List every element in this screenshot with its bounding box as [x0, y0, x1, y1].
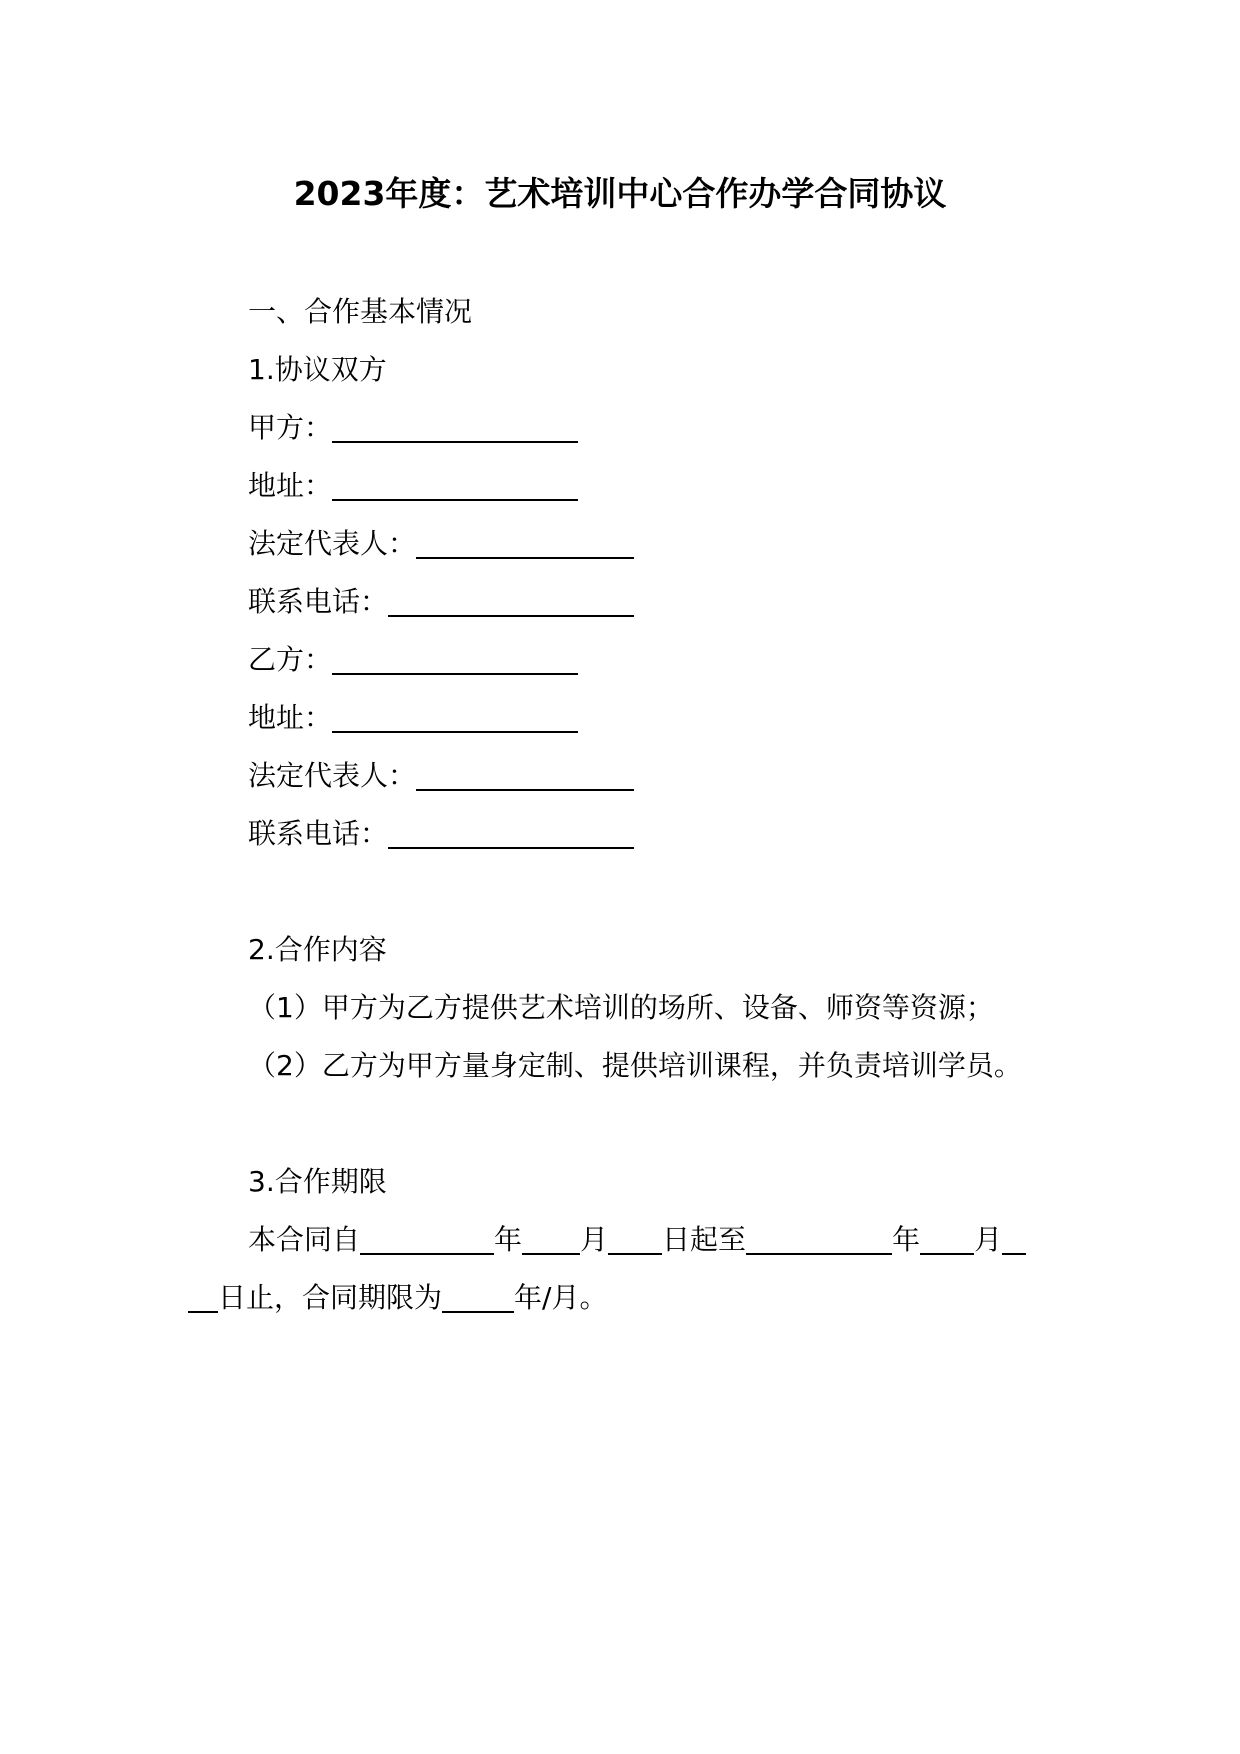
term-from-text: 本合同自: [248, 1223, 361, 1256]
party-a-phone-row: [248, 582, 634, 622]
start-day-blank[interactable]: [608, 1223, 662, 1255]
end-month-blank[interactable]: [920, 1223, 974, 1255]
start-year-blank[interactable]: [360, 1223, 494, 1255]
party-a-address-label: 地址：: [248, 469, 333, 502]
term-end-text: 日止，合同期限为: [218, 1281, 443, 1314]
party-a-legal-rep-label: 法定代表人：: [248, 527, 417, 560]
party-b-blank[interactable]: [332, 643, 578, 675]
subsection-heading-content: 2.合作内容: [248, 933, 387, 966]
start-month-blank[interactable]: [522, 1223, 580, 1255]
party-b-phone-row: [248, 814, 634, 854]
end-day-blank-part-2[interactable]: [188, 1281, 218, 1313]
party-a-address-row: [248, 466, 578, 506]
party-b-legal-rep-blank[interactable]: [416, 759, 634, 791]
party-a-row: [248, 408, 578, 448]
term-year-text-2: 年: [892, 1223, 921, 1256]
term-unit-text: 年/月。: [514, 1281, 608, 1314]
term-month-text: 月: [580, 1223, 609, 1256]
content-item-1: （1）甲方为乙方提供艺术培训的场所、设备、师资等资源；: [248, 991, 994, 1024]
content-item-2: （2）乙方为甲方量身定制、提供培训课程，并负责培训学员。: [248, 1049, 1022, 1082]
term-duration-blank[interactable]: [442, 1281, 514, 1313]
end-day-blank-part-1[interactable]: [1002, 1223, 1026, 1255]
party-b-label: 乙方：: [248, 643, 333, 676]
party-b-row: [248, 640, 578, 680]
party-b-legal-rep-label: 法定代表人：: [248, 759, 417, 792]
party-a-address-blank[interactable]: [332, 469, 578, 501]
party-b-address-row: [248, 698, 578, 738]
party-b-address-blank[interactable]: [332, 701, 578, 733]
document-title: 2023年度：艺术培训中心合作办学合同协议: [293, 174, 947, 213]
term-month-text-2: 月: [974, 1223, 1003, 1256]
party-b-legal-rep-row: [248, 756, 634, 796]
subsection-heading-term: 3.合作期限: [248, 1165, 387, 1198]
party-a-legal-rep-row: [248, 524, 634, 564]
party-b-phone-label: 联系电话：: [248, 817, 389, 850]
party-b-phone-blank[interactable]: [388, 817, 634, 849]
party-a-label: 甲方：: [248, 411, 333, 444]
end-year-blank[interactable]: [746, 1223, 892, 1255]
party-a-blank[interactable]: [332, 411, 578, 443]
term-line-1: [248, 1220, 1026, 1260]
party-a-legal-rep-blank[interactable]: [416, 527, 634, 559]
party-a-phone-blank[interactable]: [388, 585, 634, 617]
term-line-2: [188, 1278, 607, 1318]
term-year-text: 年: [494, 1223, 523, 1256]
term-start-to-text: 日起至: [662, 1223, 747, 1256]
party-b-address-label: 地址：: [248, 701, 333, 734]
party-a-phone-label: 联系电话：: [248, 585, 389, 618]
subsection-heading-parties: 1.协议双方: [248, 353, 387, 386]
section-heading: 一、合作基本情况: [248, 295, 473, 328]
